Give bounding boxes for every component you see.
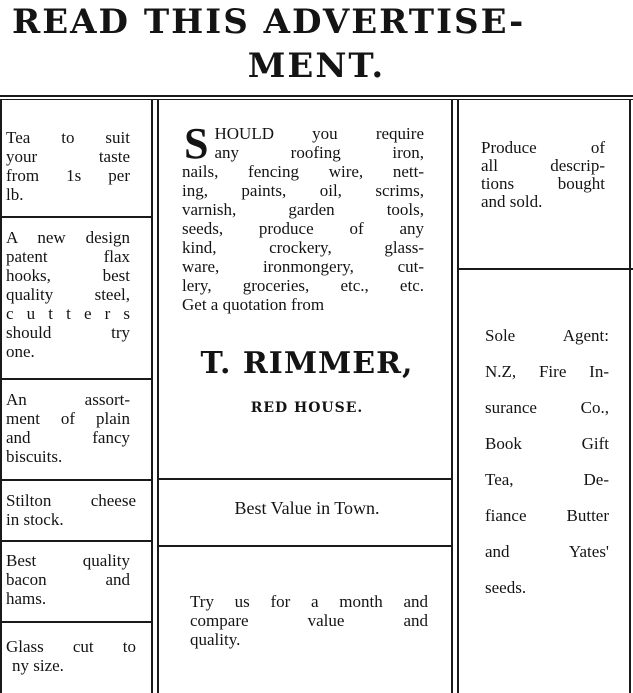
text-line: N.Z, Fire In- [485, 362, 609, 381]
text-line: and fancy [6, 428, 130, 447]
text-line: tions bought [481, 174, 605, 193]
text-line: A new design [6, 228, 130, 247]
text-line: HOULD you require [214, 124, 424, 143]
headline-rule [0, 95, 633, 97]
left-divider-2 [0, 378, 151, 380]
left-divider-5 [0, 621, 151, 623]
text-line: patent flax [6, 247, 130, 266]
text-line: Produce of [481, 138, 605, 157]
merchant-name: T. RIMMER, [200, 346, 414, 381]
text-line: should try [6, 323, 130, 342]
column-rule-right-b [457, 100, 459, 693]
text-line: any roofing iron, [214, 143, 424, 162]
text-line: lery, groceries, etc., etc. [182, 276, 424, 295]
text-line: seeds, produce of any [182, 219, 424, 238]
left-item-bacon [6, 551, 130, 608]
text-line: bacon and [6, 570, 130, 589]
column-rule-right-a [451, 100, 453, 693]
text-line: fiance Butter [485, 506, 609, 525]
headline-line-1: READ THIS ADVERTISE- [12, 2, 526, 42]
left-item-cheese [6, 491, 136, 529]
drop-cap: S [184, 119, 209, 168]
text-line: in stock. [6, 510, 64, 529]
text-line: one. [6, 342, 35, 361]
text-line: An assort- [6, 390, 130, 409]
text-line: Try us for a month and [190, 592, 428, 611]
text-line: from 1s per [6, 166, 130, 185]
right-border [629, 100, 631, 693]
text-line: ment of plain [6, 409, 130, 428]
text-line: quality. [190, 630, 241, 649]
text-line: Tea to suit [6, 128, 130, 147]
page-rule-left [0, 100, 2, 693]
left-item-glass [6, 637, 136, 675]
text-line: biscuits. [6, 447, 63, 466]
left-divider-3 [0, 479, 151, 481]
text-line: surance Co., [485, 398, 609, 417]
left-divider-4 [0, 540, 151, 542]
left-item-biscuits [6, 390, 130, 466]
text-line: Best quality [6, 551, 130, 570]
right-item-produce [481, 139, 605, 211]
text-line: varnish, garden tools, [182, 200, 424, 219]
text-line: Stilton cheese [6, 491, 136, 510]
center-advert-body [182, 119, 424, 314]
column-rule-left-b [157, 100, 159, 693]
text-line: and sold. [481, 192, 543, 211]
text-line: and Yates' [485, 542, 609, 561]
text-line: quality steel, [6, 285, 130, 304]
center-divider-1 [159, 478, 451, 480]
center-divider-2 [159, 545, 451, 547]
text-line: lb. [6, 185, 24, 204]
left-divider-1 [0, 216, 151, 218]
text-line: ing, paints, oil, scrims, [182, 181, 424, 200]
text-line: Sole Agent: [485, 326, 609, 345]
left-item-flax-hooks [6, 228, 130, 361]
text-line: compare value and [190, 611, 428, 630]
text-line: ware, ironmongery, cut- [182, 257, 424, 276]
right-divider-1 [459, 268, 633, 270]
text-line: seeds. [485, 578, 527, 597]
text-line: hooks, best [6, 266, 130, 285]
text-line: c u t t e r s [6, 304, 130, 323]
headline [0, 0, 633, 94]
text-line: Get a quotation from [182, 295, 325, 314]
text-line: all descrip- [481, 156, 605, 175]
left-item-tea [6, 128, 130, 204]
store-name: RED HOUSE. [250, 400, 364, 416]
right-item-sole-agent [485, 318, 609, 606]
text-line: nails, fencing wire, nett- [182, 162, 424, 181]
text-line: Glass cut to [6, 637, 136, 656]
headline-line-2: MENT. [247, 46, 386, 86]
try-us-text [190, 592, 428, 649]
headline-rule-thin [0, 99, 633, 100]
text-line: hams. [6, 589, 47, 608]
text-line: Book Gift [485, 434, 609, 453]
text-line: your taste [6, 147, 130, 166]
text-line: Tea, De- [485, 470, 609, 489]
text-line: ny size. [12, 656, 64, 675]
best-value-slogan: Best Value in Town. [234, 498, 380, 518]
column-rule-left-a [151, 100, 153, 693]
text-line: kind, crockery, glass- [182, 238, 424, 257]
